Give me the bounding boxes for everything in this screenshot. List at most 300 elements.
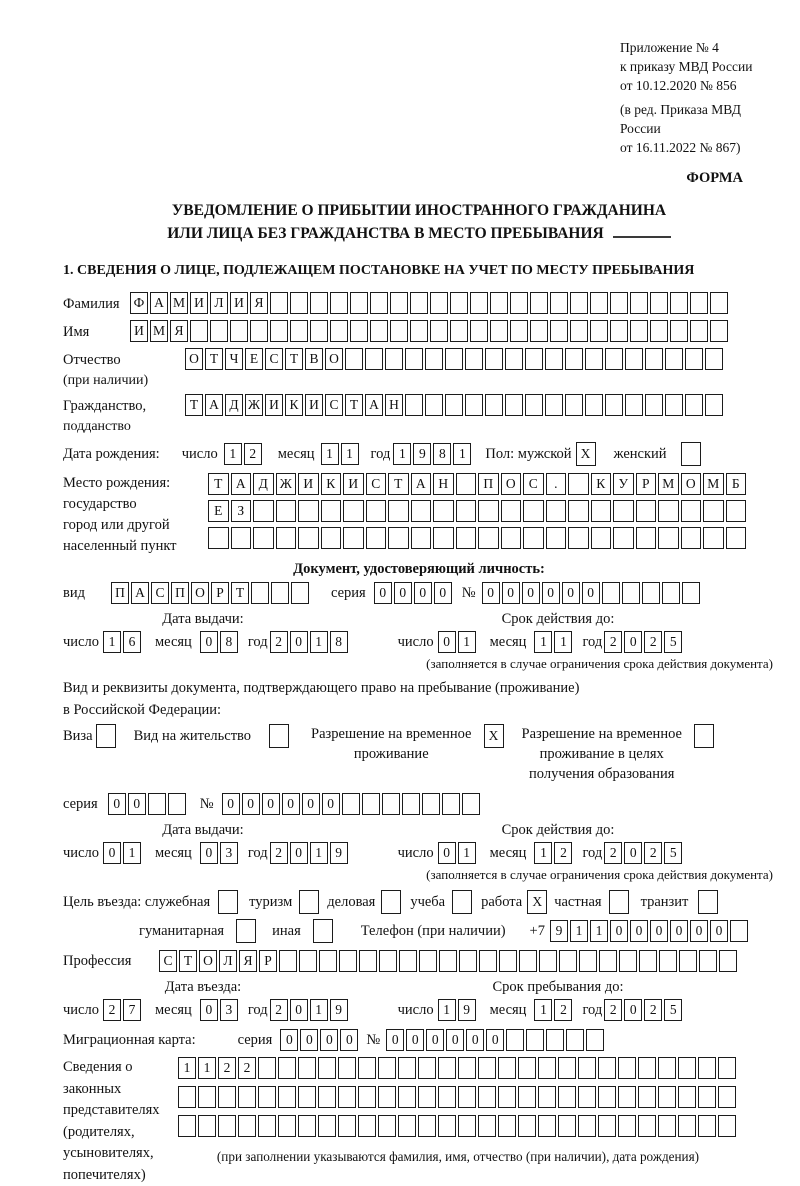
- char-box[interactable]: 1: [224, 443, 242, 465]
- char-box[interactable]: С: [523, 473, 544, 495]
- char-box[interactable]: [558, 1115, 576, 1137]
- char-box[interactable]: [658, 500, 679, 522]
- char-box[interactable]: 0: [582, 582, 600, 604]
- char-box[interactable]: 2: [604, 842, 622, 864]
- char-box[interactable]: 0: [466, 1029, 484, 1051]
- char-box[interactable]: [570, 292, 588, 314]
- char-box[interactable]: 2: [604, 999, 622, 1021]
- char-box[interactable]: 0: [486, 1029, 504, 1051]
- char-box[interactable]: Т: [285, 348, 303, 370]
- char-box[interactable]: [378, 1086, 396, 1108]
- char-box[interactable]: [726, 527, 747, 549]
- char-box[interactable]: [425, 394, 443, 416]
- char-box[interactable]: [658, 1115, 676, 1137]
- char-box[interactable]: [388, 500, 409, 522]
- char-box[interactable]: [625, 348, 643, 370]
- char-box[interactable]: [456, 500, 477, 522]
- char-box[interactable]: [330, 292, 348, 314]
- char-box[interactable]: С: [366, 473, 387, 495]
- char-box[interactable]: [382, 793, 400, 815]
- char-box[interactable]: 2: [238, 1057, 256, 1079]
- char-box[interactable]: [613, 500, 634, 522]
- char-box[interactable]: [510, 292, 528, 314]
- char-box[interactable]: [313, 919, 333, 943]
- char-box[interactable]: [498, 1086, 516, 1108]
- char-box[interactable]: У: [613, 473, 634, 495]
- char-box[interactable]: [411, 500, 432, 522]
- char-box[interactable]: 5: [664, 999, 682, 1021]
- char-box[interactable]: [465, 348, 483, 370]
- char-box[interactable]: [370, 292, 388, 314]
- char-box[interactable]: [470, 320, 488, 342]
- char-box[interactable]: 0: [300, 1029, 318, 1051]
- char-box[interactable]: [546, 1029, 564, 1051]
- char-box[interactable]: 2: [554, 999, 572, 1021]
- char-box[interactable]: [550, 320, 568, 342]
- char-box[interactable]: [636, 527, 657, 549]
- char-box[interactable]: К: [321, 473, 342, 495]
- char-box[interactable]: [659, 950, 677, 972]
- char-box[interactable]: [270, 320, 288, 342]
- char-box[interactable]: [638, 1057, 656, 1079]
- char-box[interactable]: А: [365, 394, 383, 416]
- char-box[interactable]: [591, 500, 612, 522]
- char-box[interactable]: [459, 950, 477, 972]
- char-box[interactable]: [178, 1115, 196, 1137]
- char-box[interactable]: [726, 500, 747, 522]
- char-box[interactable]: [518, 1086, 536, 1108]
- char-box[interactable]: [682, 582, 700, 604]
- char-box[interactable]: [585, 394, 603, 416]
- char-box[interactable]: [613, 527, 634, 549]
- char-box[interactable]: [568, 500, 589, 522]
- char-box[interactable]: [198, 1086, 216, 1108]
- char-box[interactable]: [698, 1057, 716, 1079]
- char-box[interactable]: [338, 1086, 356, 1108]
- char-box[interactable]: [298, 500, 319, 522]
- char-box[interactable]: [276, 527, 297, 549]
- char-box[interactable]: [318, 1115, 336, 1137]
- char-box[interactable]: Ф: [130, 292, 148, 314]
- char-box[interactable]: [445, 348, 463, 370]
- char-box[interactable]: [498, 1057, 516, 1079]
- char-box[interactable]: 0: [434, 582, 452, 604]
- char-box[interactable]: [565, 394, 583, 416]
- char-box[interactable]: 0: [414, 582, 432, 604]
- char-box[interactable]: 0: [280, 1029, 298, 1051]
- char-box[interactable]: 0: [690, 920, 708, 942]
- char-box[interactable]: [390, 320, 408, 342]
- char-box[interactable]: 0: [446, 1029, 464, 1051]
- char-box[interactable]: [510, 320, 528, 342]
- char-box[interactable]: [498, 1115, 516, 1137]
- char-box[interactable]: 0: [542, 582, 560, 604]
- char-box[interactable]: [410, 292, 428, 314]
- char-box[interactable]: 0: [624, 999, 642, 1021]
- char-box[interactable]: [681, 500, 702, 522]
- char-box[interactable]: [438, 1115, 456, 1137]
- char-box[interactable]: [310, 320, 328, 342]
- char-box[interactable]: 9: [330, 999, 348, 1021]
- char-box[interactable]: X: [527, 890, 547, 914]
- char-box[interactable]: [379, 950, 397, 972]
- char-box[interactable]: 0: [374, 582, 392, 604]
- char-box[interactable]: [678, 1057, 696, 1079]
- char-box[interactable]: [198, 1115, 216, 1137]
- char-box[interactable]: [238, 1115, 256, 1137]
- char-box[interactable]: [438, 1057, 456, 1079]
- char-box[interactable]: 0: [406, 1029, 424, 1051]
- char-box[interactable]: [565, 348, 583, 370]
- char-box[interactable]: 8: [433, 443, 451, 465]
- char-box[interactable]: [568, 473, 589, 495]
- char-box[interactable]: 0: [200, 631, 218, 653]
- char-box[interactable]: [679, 950, 697, 972]
- char-box[interactable]: [730, 920, 748, 942]
- char-box[interactable]: 0: [610, 920, 628, 942]
- char-box[interactable]: Б: [726, 473, 747, 495]
- char-box[interactable]: [478, 1057, 496, 1079]
- char-box[interactable]: [710, 320, 728, 342]
- char-box[interactable]: [501, 527, 522, 549]
- char-box[interactable]: 0: [108, 793, 126, 815]
- char-box[interactable]: [670, 320, 688, 342]
- char-box[interactable]: [598, 1086, 616, 1108]
- char-box[interactable]: 0: [262, 793, 280, 815]
- char-box[interactable]: Я: [239, 950, 257, 972]
- char-box[interactable]: [505, 348, 523, 370]
- char-box[interactable]: [698, 890, 718, 914]
- char-box[interactable]: [445, 394, 463, 416]
- char-box[interactable]: Т: [205, 348, 223, 370]
- char-box[interactable]: [642, 582, 660, 604]
- char-box[interactable]: 0: [128, 793, 146, 815]
- char-box[interactable]: [678, 1086, 696, 1108]
- char-box[interactable]: [525, 348, 543, 370]
- char-box[interactable]: А: [150, 292, 168, 314]
- char-box[interactable]: [558, 1086, 576, 1108]
- char-box[interactable]: [485, 394, 503, 416]
- char-box[interactable]: [343, 527, 364, 549]
- char-box[interactable]: И: [298, 473, 319, 495]
- char-box[interactable]: [271, 582, 289, 604]
- char-box[interactable]: [478, 500, 499, 522]
- char-box[interactable]: 1: [310, 842, 328, 864]
- char-box[interactable]: Н: [433, 473, 454, 495]
- char-box[interactable]: П: [478, 473, 499, 495]
- char-box[interactable]: [399, 950, 417, 972]
- char-box[interactable]: [411, 527, 432, 549]
- char-box[interactable]: 5: [664, 842, 682, 864]
- char-box[interactable]: [359, 950, 377, 972]
- char-box[interactable]: С: [159, 950, 177, 972]
- char-box[interactable]: А: [131, 582, 149, 604]
- char-box[interactable]: 9: [550, 920, 568, 942]
- char-box[interactable]: 0: [320, 1029, 338, 1051]
- char-box[interactable]: [458, 1086, 476, 1108]
- char-box[interactable]: Т: [208, 473, 229, 495]
- char-box[interactable]: [490, 320, 508, 342]
- char-box[interactable]: [694, 724, 714, 748]
- char-box[interactable]: [253, 500, 274, 522]
- char-box[interactable]: [438, 1086, 456, 1108]
- char-box[interactable]: О: [501, 473, 522, 495]
- char-box[interactable]: [718, 1115, 736, 1137]
- char-box[interactable]: [342, 793, 360, 815]
- char-box[interactable]: Н: [385, 394, 403, 416]
- char-box[interactable]: [236, 919, 256, 943]
- char-box[interactable]: [318, 1057, 336, 1079]
- char-box[interactable]: [276, 500, 297, 522]
- char-box[interactable]: [456, 473, 477, 495]
- char-box[interactable]: [550, 292, 568, 314]
- char-box[interactable]: 3: [220, 999, 238, 1021]
- char-box[interactable]: [278, 1086, 296, 1108]
- char-box[interactable]: А: [411, 473, 432, 495]
- char-box[interactable]: Ч: [225, 348, 243, 370]
- char-box[interactable]: [718, 1086, 736, 1108]
- char-box[interactable]: [650, 320, 668, 342]
- char-box[interactable]: [485, 348, 503, 370]
- char-box[interactable]: [718, 1057, 736, 1079]
- char-box[interactable]: И: [265, 394, 283, 416]
- char-box[interactable]: О: [185, 348, 203, 370]
- char-box[interactable]: 0: [650, 920, 668, 942]
- char-box[interactable]: [636, 500, 657, 522]
- char-box[interactable]: [458, 1115, 476, 1137]
- char-box[interactable]: 1: [458, 842, 476, 864]
- char-box[interactable]: [530, 320, 548, 342]
- char-box[interactable]: [539, 950, 557, 972]
- char-box[interactable]: [452, 890, 472, 914]
- char-box[interactable]: [291, 582, 309, 604]
- char-box[interactable]: [390, 292, 408, 314]
- char-box[interactable]: 0: [630, 920, 648, 942]
- char-box[interactable]: [439, 950, 457, 972]
- char-box[interactable]: С: [325, 394, 343, 416]
- char-box[interactable]: [358, 1086, 376, 1108]
- char-box[interactable]: Т: [179, 950, 197, 972]
- char-box[interactable]: [279, 950, 297, 972]
- char-box[interactable]: 1: [534, 999, 552, 1021]
- char-box[interactable]: [618, 1086, 636, 1108]
- char-box[interactable]: О: [199, 950, 217, 972]
- char-box[interactable]: [681, 442, 701, 466]
- char-box[interactable]: [638, 1086, 656, 1108]
- char-box[interactable]: [458, 1057, 476, 1079]
- char-box[interactable]: [658, 1086, 676, 1108]
- char-box[interactable]: [410, 320, 428, 342]
- char-box[interactable]: [545, 394, 563, 416]
- char-box[interactable]: 0: [242, 793, 260, 815]
- char-box[interactable]: 1: [341, 443, 359, 465]
- char-box[interactable]: [645, 394, 663, 416]
- char-box[interactable]: [519, 950, 537, 972]
- char-box[interactable]: [479, 950, 497, 972]
- char-box[interactable]: 9: [458, 999, 476, 1021]
- char-box[interactable]: 0: [290, 842, 308, 864]
- char-box[interactable]: [618, 1115, 636, 1137]
- char-box[interactable]: [665, 348, 683, 370]
- char-box[interactable]: [450, 320, 468, 342]
- char-box[interactable]: 1: [458, 631, 476, 653]
- char-box[interactable]: 0: [386, 1029, 404, 1051]
- char-box[interactable]: [698, 1115, 716, 1137]
- char-box[interactable]: 2: [103, 999, 121, 1021]
- char-box[interactable]: [299, 950, 317, 972]
- char-box[interactable]: [298, 1057, 316, 1079]
- char-box[interactable]: 0: [502, 582, 520, 604]
- char-box[interactable]: [518, 1115, 536, 1137]
- char-box[interactable]: [290, 292, 308, 314]
- char-box[interactable]: [218, 1115, 236, 1137]
- char-box[interactable]: И: [305, 394, 323, 416]
- char-box[interactable]: [231, 527, 252, 549]
- char-box[interactable]: [450, 292, 468, 314]
- char-box[interactable]: [278, 1057, 296, 1079]
- char-box[interactable]: [645, 348, 663, 370]
- char-box[interactable]: 2: [270, 631, 288, 653]
- char-box[interactable]: [526, 1029, 544, 1051]
- char-box[interactable]: [501, 500, 522, 522]
- char-box[interactable]: 2: [604, 631, 622, 653]
- char-box[interactable]: [418, 1115, 436, 1137]
- char-box[interactable]: [148, 793, 166, 815]
- char-box[interactable]: [378, 1115, 396, 1137]
- char-box[interactable]: [525, 394, 543, 416]
- char-box[interactable]: [558, 1057, 576, 1079]
- char-box[interactable]: [546, 527, 567, 549]
- char-box[interactable]: [681, 527, 702, 549]
- char-box[interactable]: 2: [270, 842, 288, 864]
- char-box[interactable]: [685, 394, 703, 416]
- char-box[interactable]: [366, 527, 387, 549]
- char-box[interactable]: Е: [208, 500, 229, 522]
- char-box[interactable]: [639, 950, 657, 972]
- char-box[interactable]: [619, 950, 637, 972]
- char-box[interactable]: 1: [178, 1057, 196, 1079]
- char-box[interactable]: А: [231, 473, 252, 495]
- char-box[interactable]: [590, 320, 608, 342]
- char-box[interactable]: [298, 1115, 316, 1137]
- char-box[interactable]: 2: [218, 1057, 236, 1079]
- char-box[interactable]: О: [191, 582, 209, 604]
- char-box[interactable]: 8: [330, 631, 348, 653]
- char-box[interactable]: [338, 1057, 356, 1079]
- char-box[interactable]: [670, 292, 688, 314]
- char-box[interactable]: Я: [170, 320, 188, 342]
- char-box[interactable]: Т: [231, 582, 249, 604]
- char-box[interactable]: [658, 1057, 676, 1079]
- char-box[interactable]: [605, 348, 623, 370]
- char-box[interactable]: [578, 1086, 596, 1108]
- char-box[interactable]: 0: [438, 631, 456, 653]
- char-box[interactable]: 2: [554, 842, 572, 864]
- char-box[interactable]: 1: [123, 842, 141, 864]
- char-box[interactable]: [678, 1115, 696, 1137]
- char-box[interactable]: [388, 527, 409, 549]
- char-box[interactable]: [398, 1115, 416, 1137]
- char-box[interactable]: Д: [253, 473, 274, 495]
- char-box[interactable]: [698, 1086, 716, 1108]
- char-box[interactable]: [566, 1029, 584, 1051]
- char-box[interactable]: [598, 1057, 616, 1079]
- char-box[interactable]: [465, 394, 483, 416]
- char-box[interactable]: 1: [590, 920, 608, 942]
- char-box[interactable]: 0: [482, 582, 500, 604]
- char-box[interactable]: [370, 320, 388, 342]
- char-box[interactable]: [625, 394, 643, 416]
- char-box[interactable]: [398, 1057, 416, 1079]
- char-box[interactable]: О: [325, 348, 343, 370]
- char-box[interactable]: [598, 1115, 616, 1137]
- char-box[interactable]: [168, 793, 186, 815]
- char-box[interactable]: X: [576, 442, 596, 466]
- char-box[interactable]: [585, 348, 603, 370]
- char-box[interactable]: [218, 890, 238, 914]
- char-box[interactable]: М: [703, 473, 724, 495]
- char-box[interactable]: 0: [522, 582, 540, 604]
- char-box[interactable]: 0: [562, 582, 580, 604]
- char-box[interactable]: 1: [554, 631, 572, 653]
- char-box[interactable]: [578, 1115, 596, 1137]
- char-box[interactable]: [665, 394, 683, 416]
- char-box[interactable]: 1: [393, 443, 411, 465]
- char-box[interactable]: [470, 292, 488, 314]
- char-box[interactable]: [418, 1057, 436, 1079]
- char-box[interactable]: [258, 1086, 276, 1108]
- char-box[interactable]: [319, 950, 337, 972]
- char-box[interactable]: [719, 950, 737, 972]
- char-box[interactable]: К: [285, 394, 303, 416]
- char-box[interactable]: [591, 527, 612, 549]
- char-box[interactable]: [610, 292, 628, 314]
- char-box[interactable]: [350, 320, 368, 342]
- char-box[interactable]: 1: [103, 631, 121, 653]
- char-box[interactable]: [703, 527, 724, 549]
- char-box[interactable]: [703, 500, 724, 522]
- char-box[interactable]: К: [591, 473, 612, 495]
- char-box[interactable]: [419, 950, 437, 972]
- char-box[interactable]: [398, 1086, 416, 1108]
- char-box[interactable]: [710, 292, 728, 314]
- char-box[interactable]: [330, 320, 348, 342]
- char-box[interactable]: С: [151, 582, 169, 604]
- char-box[interactable]: [230, 320, 248, 342]
- char-box[interactable]: [422, 793, 440, 815]
- char-box[interactable]: [338, 1115, 356, 1137]
- char-box[interactable]: Т: [185, 394, 203, 416]
- char-box[interactable]: 1: [321, 443, 339, 465]
- char-box[interactable]: [96, 724, 116, 748]
- char-box[interactable]: [478, 527, 499, 549]
- char-box[interactable]: [662, 582, 680, 604]
- char-box[interactable]: [298, 527, 319, 549]
- char-box[interactable]: [538, 1057, 556, 1079]
- char-box[interactable]: [430, 320, 448, 342]
- char-box[interactable]: [339, 950, 357, 972]
- char-box[interactable]: [442, 793, 460, 815]
- char-box[interactable]: 0: [710, 920, 728, 942]
- char-box[interactable]: М: [150, 320, 168, 342]
- char-box[interactable]: 0: [282, 793, 300, 815]
- char-box[interactable]: О: [681, 473, 702, 495]
- char-box[interactable]: И: [230, 292, 248, 314]
- char-box[interactable]: [609, 890, 629, 914]
- char-box[interactable]: [579, 950, 597, 972]
- char-box[interactable]: [270, 292, 288, 314]
- char-box[interactable]: [251, 582, 269, 604]
